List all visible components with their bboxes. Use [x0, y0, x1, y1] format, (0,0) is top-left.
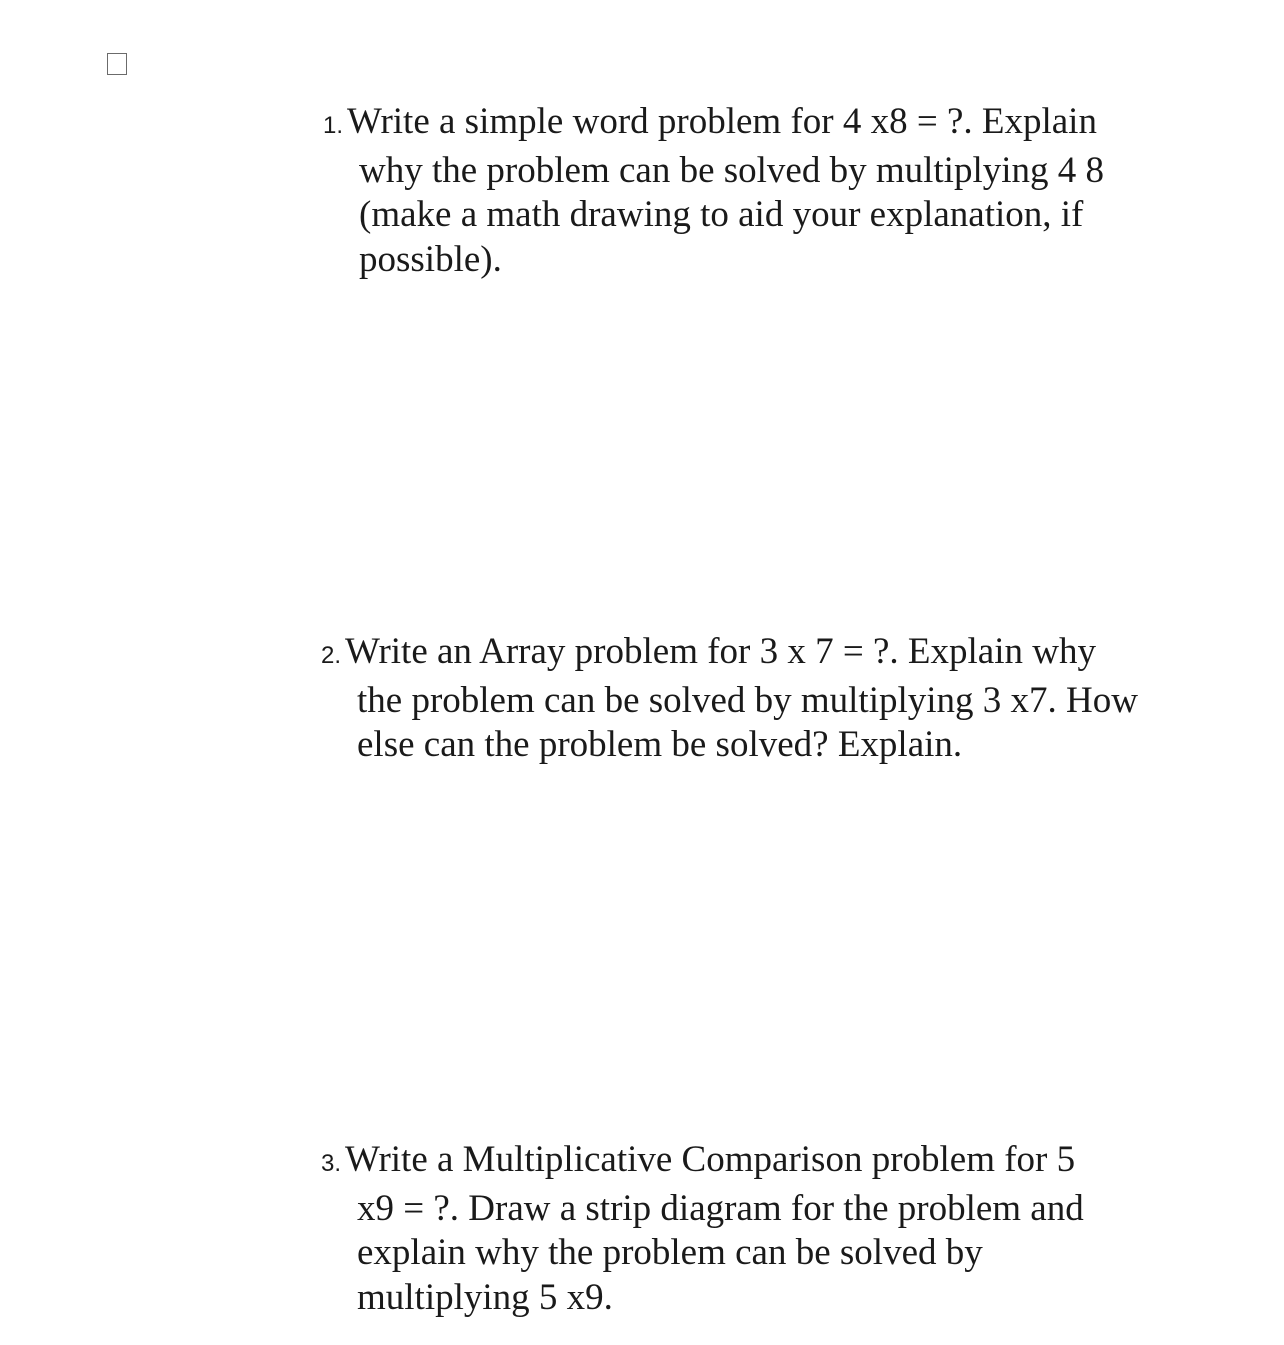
question-text: Write a Multiplicative Comparison problem for 5 — [345, 1139, 1076, 1180]
question-text: Write a simple word problem for 4 x8 = ?. Explain — [347, 101, 1097, 142]
question-line: x9 = ?. Draw a strip diagram for the problem and — [357, 1187, 1084, 1229]
question-1 — [323, 100, 1104, 282]
question-line: why the problem can be solved by multiplying 4 8 — [359, 149, 1105, 191]
checkbox[interactable] — [107, 53, 127, 75]
question-number: 3. — [321, 1150, 342, 1177]
question-line: multiplying 5 x9. — [357, 1276, 613, 1318]
question-line: (make a math drawing to aid your explanation, if — [359, 194, 1084, 235]
question-line: possible). — [359, 238, 502, 280]
question-number: 1. — [323, 112, 344, 139]
question-line — [323, 100, 1104, 149]
question-line — [321, 630, 1138, 679]
question-line — [321, 1138, 1084, 1187]
question-number: 2. — [321, 642, 342, 669]
question-2 — [321, 630, 1138, 768]
question-line: the problem can be solved by multiplying 3 x7. How — [357, 679, 1138, 721]
question-3 — [321, 1138, 1084, 1320]
question-text: Write an Array problem for 3 x 7 = ?. Explain why — [345, 631, 1096, 672]
question-line: else can the problem be solved? Explain. — [357, 724, 963, 765]
question-line: explain why the problem can be solved by — [357, 1232, 983, 1273]
